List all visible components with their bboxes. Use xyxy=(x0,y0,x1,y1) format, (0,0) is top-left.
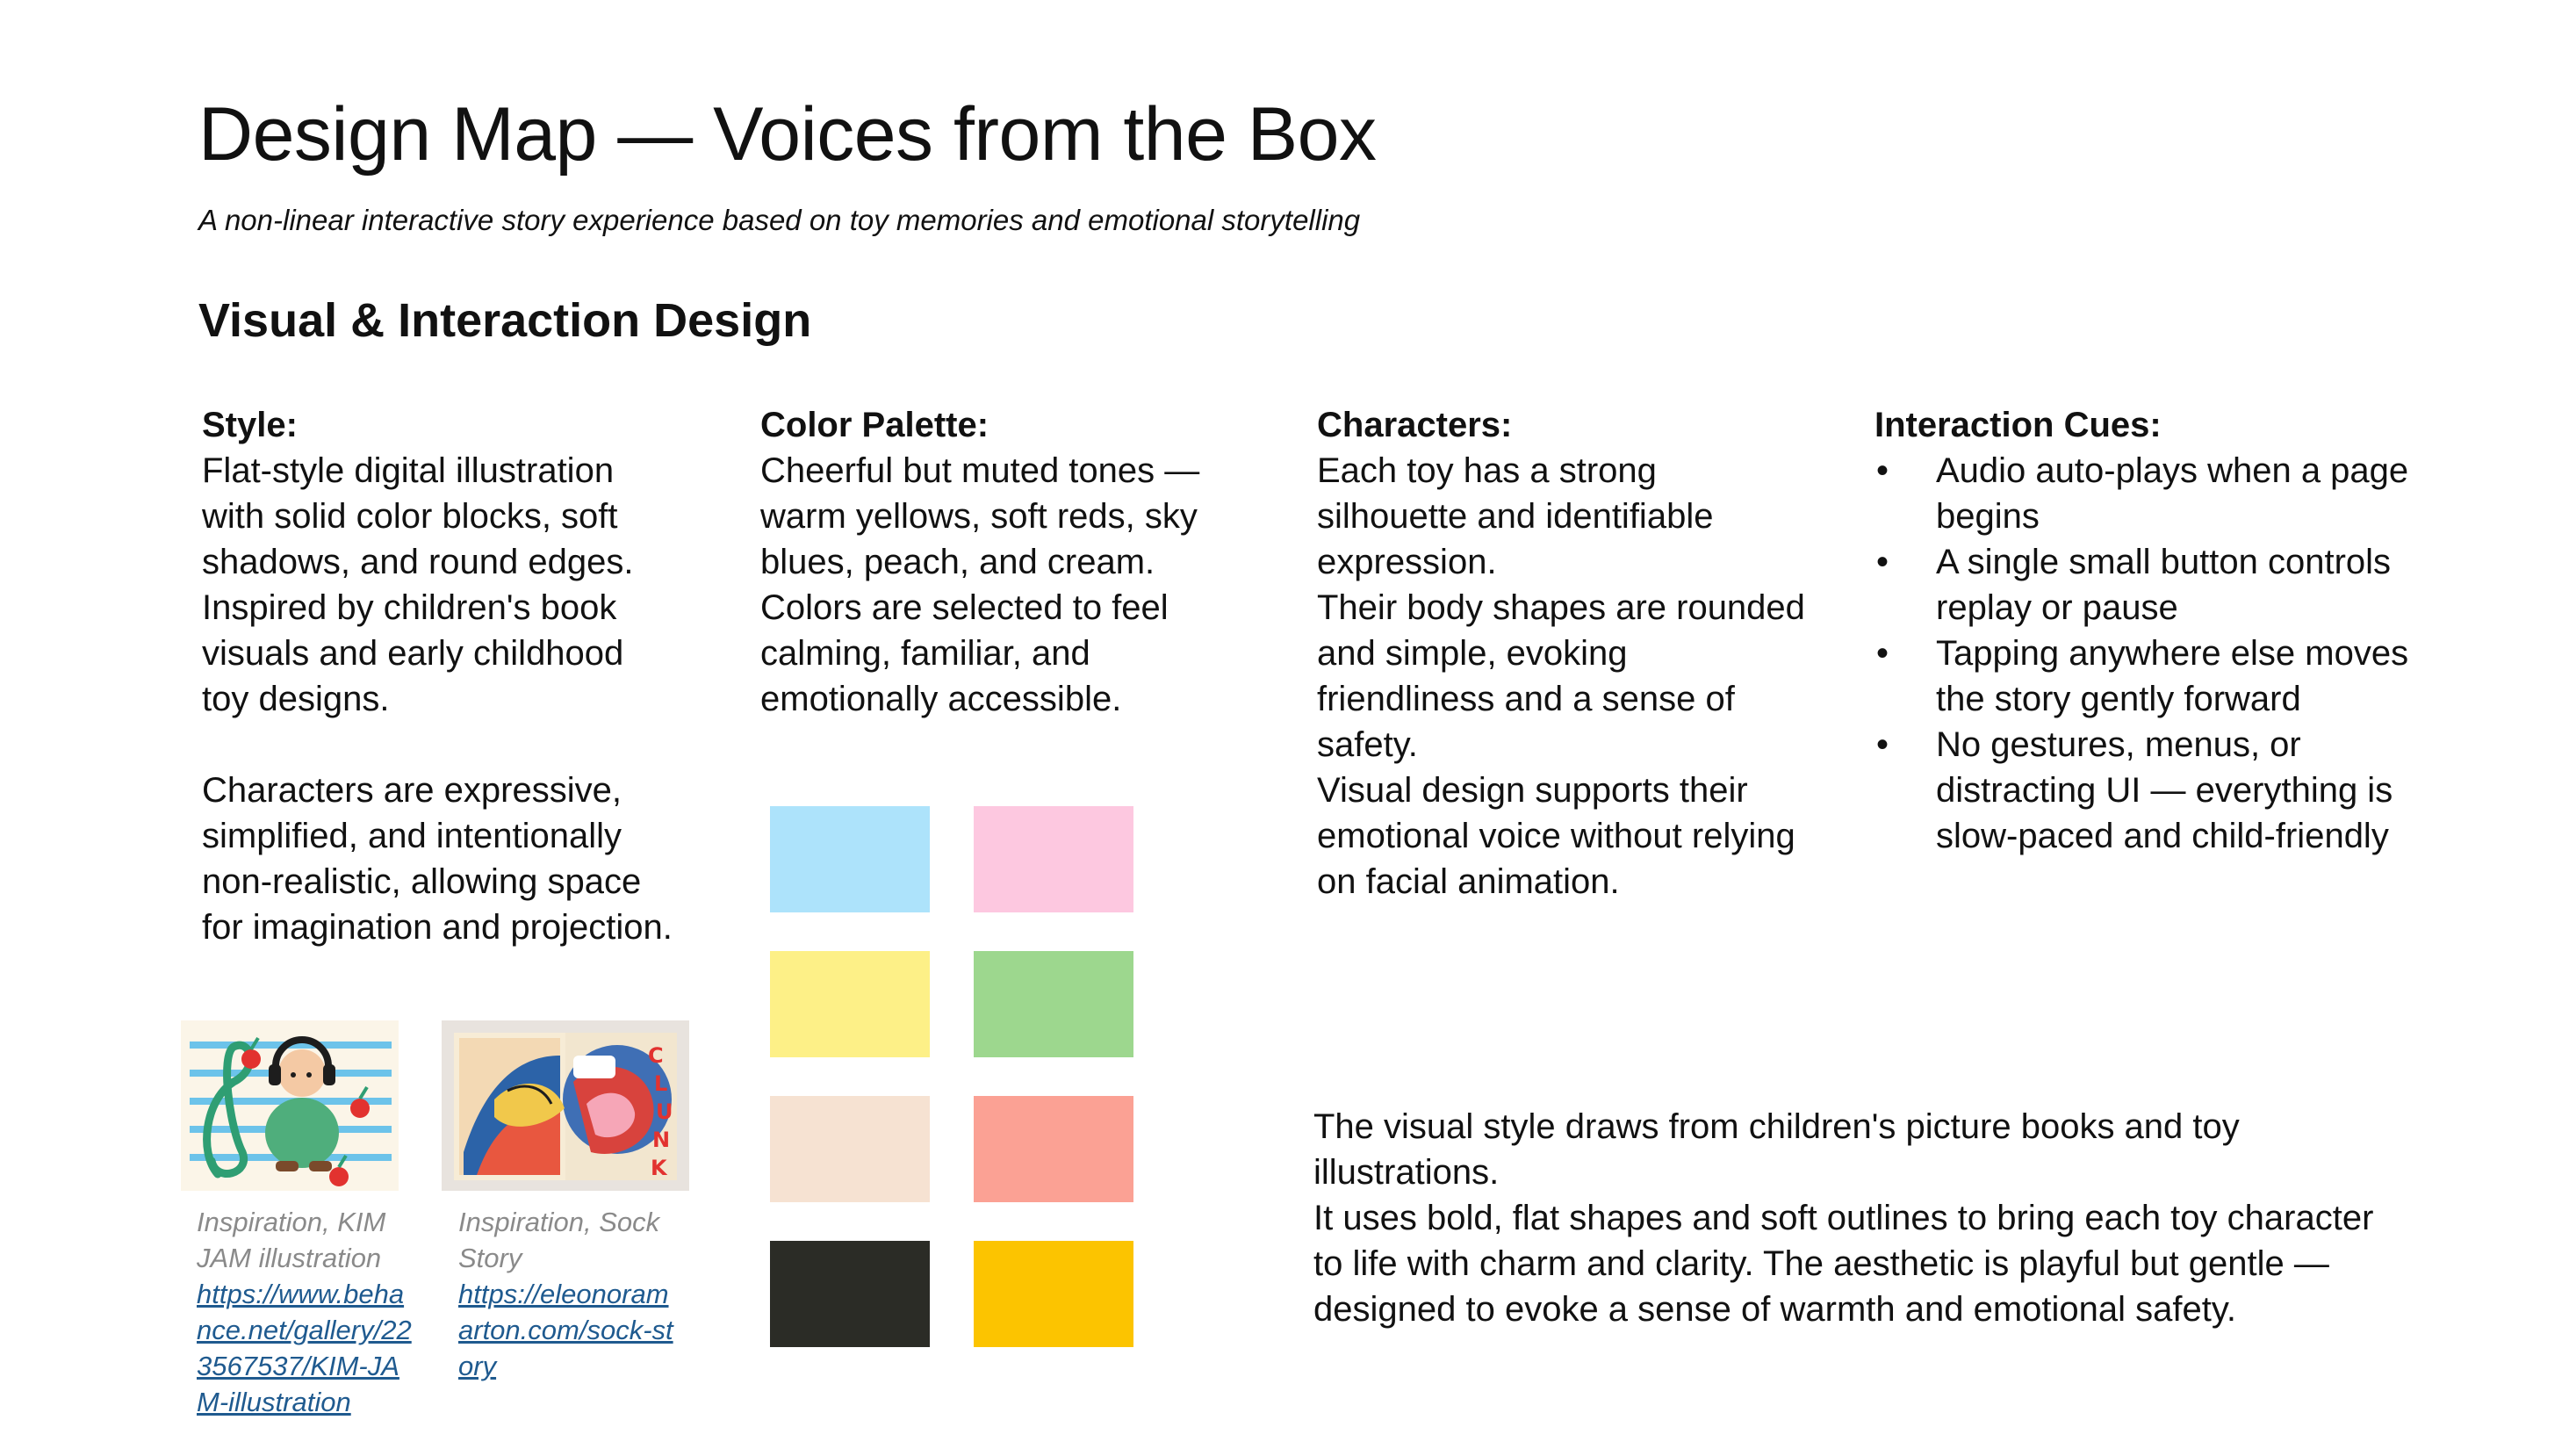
list-item xyxy=(1874,722,2419,859)
bullet-icon: • xyxy=(1876,725,1889,764)
visual-style-summary xyxy=(1313,1104,2411,1332)
color-swatch-sky-blue xyxy=(770,806,930,912)
bullet-icon: • xyxy=(1876,543,1889,581)
cue-text: A single small button controls replay or pause xyxy=(1936,543,2392,627)
interaction-cues-list xyxy=(1874,448,2419,859)
kim-jam-illustration-art xyxy=(181,1020,399,1191)
list-item xyxy=(1874,631,2419,722)
palette-paragraph-2: Colors are selected to feel calming, familiar, and emotionally accessible. xyxy=(760,588,1169,718)
caption-text: Inspiration, KIM JAM illustration xyxy=(197,1207,386,1273)
summary-paragraph-2: It uses bold, flat shapes and soft outlines to bring each toy character to life with charm and clarity. The aesthetic is playful but gentle — designed to evoke a sense of warmth and emotional safety. xyxy=(1313,1199,2374,1329)
color-swatch-salmon xyxy=(974,1096,1133,1202)
style-column xyxy=(202,402,676,950)
style-paragraph-1: Flat-style digital illustration with solid color blocks, soft shadows, and round edges. Inspired by children's book visuals and early childhood toy designs. xyxy=(202,451,634,718)
characters-column xyxy=(1317,402,1809,905)
page-title: Design Map — Voices from the Box xyxy=(198,92,1377,177)
characters-paragraph-2: Their body shapes are rounded and simple, evoking friendliness and a sense of safety. xyxy=(1317,588,1805,764)
palette-heading: Color Palette: xyxy=(760,406,989,444)
sock-story-art xyxy=(442,1020,689,1191)
section-heading: Visual & Interaction Design xyxy=(198,294,812,347)
list-item xyxy=(1874,539,2419,631)
clunk-letter-k: K xyxy=(651,1156,667,1180)
cue-text: No gestures, menus, or distracting UI — everything is slow-paced and child-friendly xyxy=(1936,725,2393,855)
kim-jam-link[interactable]: https://www.behance.net/gallery/223567537/KIM-JAM-illustration xyxy=(197,1279,412,1417)
kim-jam-illustration-image xyxy=(181,1020,399,1191)
clunk-letter-l: L xyxy=(654,1071,668,1096)
color-swatch-cream xyxy=(770,1096,930,1202)
caption-text: Inspiration, Sock Story xyxy=(458,1207,660,1273)
clunk-letter-u: U xyxy=(656,1099,673,1124)
style-heading: Style: xyxy=(202,406,298,444)
interaction-cues-heading: Interaction Cues: xyxy=(1874,406,2162,444)
color-swatch-gold xyxy=(974,1241,1133,1347)
color-swatch-charcoal xyxy=(770,1241,930,1347)
inspiration-caption-sock-story xyxy=(458,1204,678,1384)
style-paragraph-2: Characters are expressive, simplified, and intentionally non-realistic, allowing space for imagination and projection. xyxy=(202,771,673,947)
bullet-icon: • xyxy=(1876,634,1889,673)
palette-paragraph-1: Cheerful but muted tones — warm yellows, soft reds, sky blues, peach, and cream. xyxy=(760,451,1200,581)
list-item xyxy=(1874,448,2419,539)
sock-story-link[interactable]: https://eleonoramarton.com/sock-story xyxy=(458,1279,673,1381)
characters-heading: Characters: xyxy=(1317,406,1513,444)
sock-story-image xyxy=(442,1020,689,1191)
cue-text: Tapping anywhere else moves the story gently forward xyxy=(1936,634,2409,718)
clunk-letter-c: C xyxy=(648,1043,664,1068)
color-swatch-pink xyxy=(974,806,1133,912)
bullet-icon: • xyxy=(1876,451,1889,490)
characters-paragraph-3: Visual design supports their emotional voice without relying on facial animation. xyxy=(1317,771,1795,901)
summary-paragraph-1: The visual style draws from children's picture books and toy illustrations. xyxy=(1313,1107,2240,1192)
characters-paragraph-1: Each toy has a strong silhouette and identifiable expression. xyxy=(1317,451,1714,581)
cue-text: Audio auto-plays when a page begins xyxy=(1936,451,2409,536)
color-swatch-green xyxy=(974,951,1133,1057)
page-subtitle: A non-linear interactive story experience based on toy memories and emotional storytelling xyxy=(198,204,1361,236)
interaction-cues-column xyxy=(1874,402,2419,859)
inspiration-caption-kim-jam xyxy=(197,1204,416,1420)
palette-column xyxy=(760,402,1252,722)
color-swatch-yellow xyxy=(770,951,930,1057)
clunk-letter-n: N xyxy=(652,1128,671,1152)
